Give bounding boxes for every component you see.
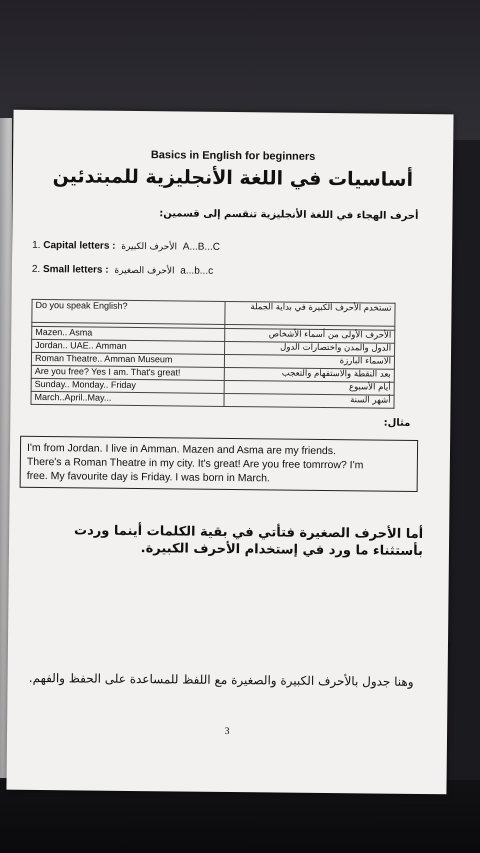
page-number: 3 [224, 725, 230, 738]
capital-example: A...B...C [182, 241, 221, 253]
rule-example: Sunday.. Monday.. Friday [31, 378, 224, 393]
rule-description: أشهر السنة [224, 393, 394, 408]
example-box [20, 436, 419, 492]
title-arabic: أساسيات في اللغة الأنجليزية للمبتدئين [52, 165, 414, 191]
rule-description: الدول والمدن واختصارات الدول [225, 341, 395, 356]
intro-arabic: أحرف الهجاء في اللغة الأنجليزية تنقسم إلى قسمين: [159, 208, 419, 222]
rule-description: تستخدم الأحرف الكبيرة في بداية الجملة [225, 301, 395, 326]
small-num: 2. [31, 263, 41, 276]
footer-note: وهنا جدول بالأحرف الكبيرة والصغيرة مع اللفظ للمساعدة على الحفظ والفهم. [28, 670, 414, 689]
capital-arabic: الأحرف الكبيرة [121, 241, 178, 253]
rule-example: Jordan.. UAE.. Amman [32, 339, 225, 354]
small-sep: : [105, 264, 109, 276]
example-line-3: free. My favourite day is Friday. I was born in March. [26, 469, 270, 485]
rule-example: Mazen.. Asma [32, 326, 225, 341]
example-line-2: There's a Roman Theatre in my city. It's great! Are you free tomrrow? I'm [26, 455, 364, 472]
small-arabic: الأحرف الصغيرة [114, 265, 175, 277]
capital-label: Capital letters [43, 240, 110, 252]
rule-description: أيام الأسبوع [224, 380, 394, 395]
rule-example: Do you speak English? [32, 299, 225, 324]
rule-example: Roman Theatre.. Amman Museum [31, 352, 224, 367]
table-row [31, 391, 394, 408]
capital-letters-row [32, 240, 220, 253]
small-letters-row [32, 264, 213, 277]
small-example: a...b...c [180, 265, 214, 277]
example-label: مثال: [383, 417, 411, 429]
capital-rules-table [30, 299, 395, 409]
example-line-1: I'm from Jordan. I live in Amman. Mazen and Asma are my friends. [26, 441, 337, 458]
title-english: Basics in English for beginners [150, 149, 316, 163]
rule-description: الاسماء البارزة [224, 354, 394, 369]
small-letters-paragraph: أما الأحرف الصغيرة فتأتي في بقية الكلمات أينما وردت بأستثناء ما ورد في إستخدام الأحرف الكبيرة. [74, 523, 424, 560]
rule-example: Are you free? Yes I am. That's great! [31, 365, 224, 380]
small-label: Small letters [42, 264, 103, 276]
capital-num: 1. [32, 239, 41, 252]
rule-example: March..April..May... [31, 391, 224, 406]
rule-description: الأحرف الأولى من أسماء الأشخاص [225, 328, 395, 343]
capital-sep: : [112, 240, 116, 252]
rule-description: بعد النقطة والاستفهام والتعجب [224, 367, 394, 382]
document-page [6, 110, 453, 795]
